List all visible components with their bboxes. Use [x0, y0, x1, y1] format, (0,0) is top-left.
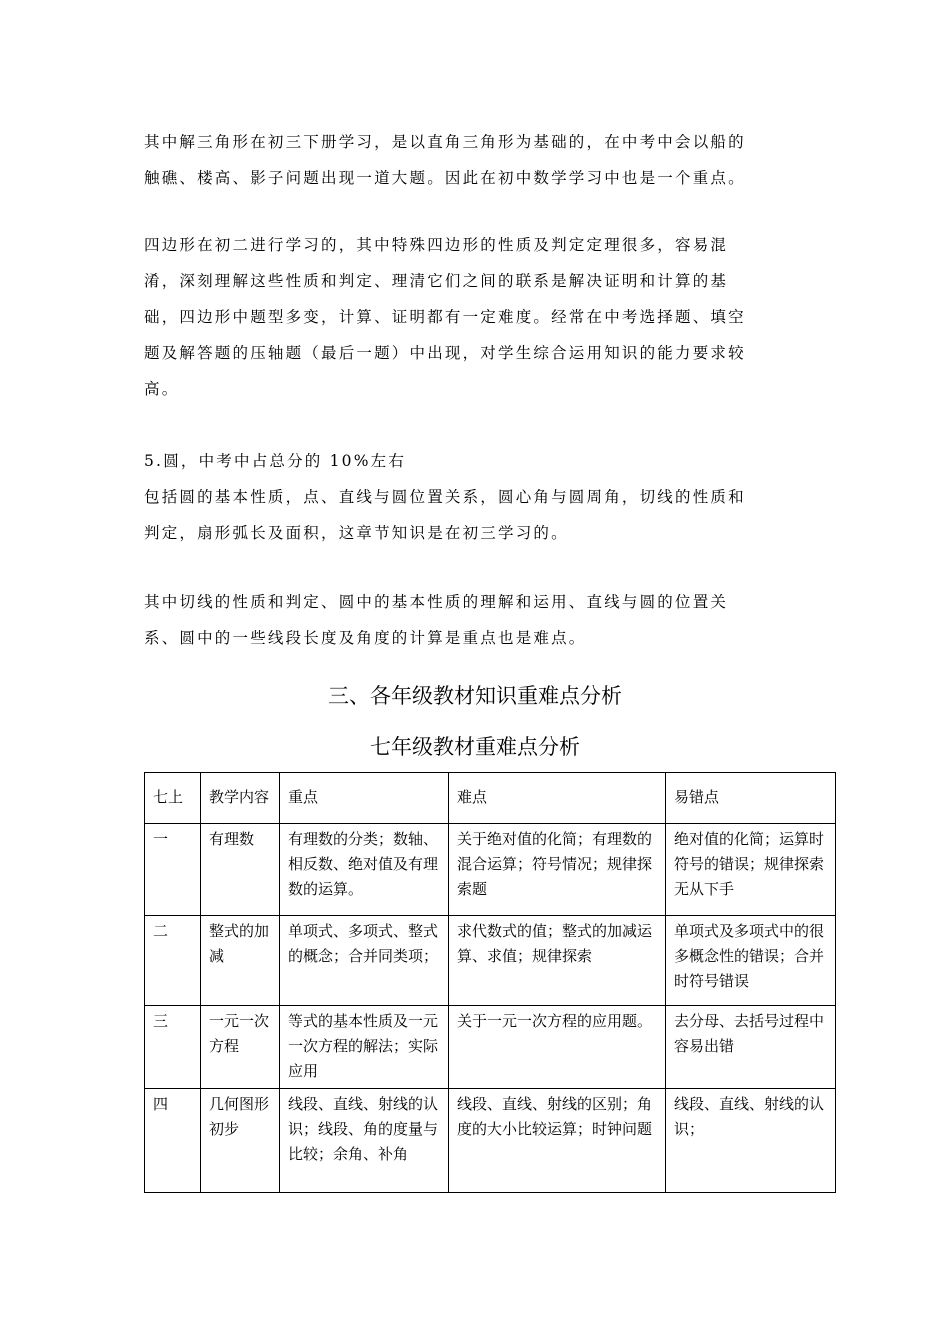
difficulty-table — [144, 772, 836, 1193]
text-line: 四边形在初二进行学习的，其中特殊四边形的性质及判定定理很多，容易混 — [144, 236, 729, 254]
table-cell: 单项式及多项式中的很多概念性的错误；合并时符号错误 — [666, 916, 836, 1006]
text-line: 判定，扇形弧长及面积，这章节知识是在初三学习的。 — [144, 524, 569, 542]
text-line: 题及解答题的压轴题（最后一题）中出现，对学生综合运用知识的能力要求较 — [144, 344, 746, 362]
table-row — [145, 1089, 836, 1193]
text-line: 触礁、楼高、影子问题出现一道大题。因此在初中数学学习中也是一个重点。 — [144, 169, 746, 187]
paragraph-tangent — [144, 584, 808, 656]
table-cell: 单项式、多项式、整式的概念；合并同类项； — [280, 916, 449, 1006]
header-cell: 难点 — [449, 773, 666, 824]
table-row — [145, 824, 836, 916]
table-cell: 三 — [145, 1006, 201, 1089]
table-cell: 等式的基本性质及一元一次方程的解法；实际应用 — [280, 1006, 449, 1089]
table-cell: 整式的加减 — [201, 916, 280, 1006]
paragraph-quadrilateral — [144, 227, 808, 407]
text-line: 5.圆，中考中占总分的 10%左右 — [144, 452, 407, 470]
header-cell: 七上 — [145, 773, 201, 824]
text-line: 包括圆的基本性质，点、直线与圆位置关系，圆心角与圆周角，切线的性质和 — [144, 488, 746, 506]
text-line: 其中切线的性质和判定、圆中的基本性质的理解和运用、直线与圆的位置关 — [144, 593, 729, 611]
table-title: 七年级教材重难点分析 — [370, 735, 580, 759]
table-cell: 求代数式的值；整式的加减运算、求值；规律探索 — [449, 916, 666, 1006]
header-cell: 易错点 — [666, 773, 836, 824]
table-cell: 几何图形初步 — [201, 1089, 280, 1193]
table-cell: 线段、直线、射线的区别；角度的大小比较运算；时钟问题 — [449, 1089, 666, 1193]
table-header-row — [145, 773, 836, 824]
table-cell: 关于一元一次方程的应用题。 — [449, 1006, 666, 1089]
text-line: 其中解三角形在初三下册学习，是以直角三角形为基础的，在中考中会以船的 — [144, 133, 746, 151]
text-line: 淆，深刻理解这些性质和判定、理清它们之间的联系是解决证明和计算的基 — [144, 272, 729, 290]
header-cell: 重点 — [280, 773, 449, 824]
paragraph-triangle — [144, 124, 808, 196]
table-cell: 一 — [145, 824, 201, 916]
header-cell: 教学内容 — [201, 773, 280, 824]
table-cell: 有理数的分类；数轴、相反数、绝对值及有理数的运算。 — [280, 824, 449, 916]
table-cell: 关于绝对值的化简；有理数的混合运算；符号情况；规律探索题 — [449, 824, 666, 916]
table-row — [145, 1006, 836, 1089]
table-cell: 一元一次方程 — [201, 1006, 280, 1089]
table-cell: 有理数 — [201, 824, 280, 916]
table-cell: 二 — [145, 916, 201, 1006]
paragraph-circle — [144, 443, 808, 551]
table-cell: 线段、直线、射线的认识； — [666, 1089, 836, 1193]
table-cell: 去分母、去括号过程中容易出错 — [666, 1006, 836, 1089]
text-line: 系、圆中的一些线段长度及角度的计算是重点也是难点。 — [144, 629, 587, 647]
text-line: 高。 — [144, 380, 180, 398]
table-cell: 四 — [145, 1089, 201, 1193]
section-title: 三、各年级教材知识重难点分析 — [328, 684, 622, 708]
text-line: 础，四边形中题型多变，计算、证明都有一定难度。经常在中考选择题、填空 — [144, 308, 746, 326]
table-row — [145, 916, 836, 1006]
table-cell: 绝对值的化简；运算时符号的错误；规律探索无从下手 — [666, 824, 836, 916]
table-cell: 线段、直线、射线的认识；线段、角的度量与比较；余角、补角 — [280, 1089, 449, 1193]
